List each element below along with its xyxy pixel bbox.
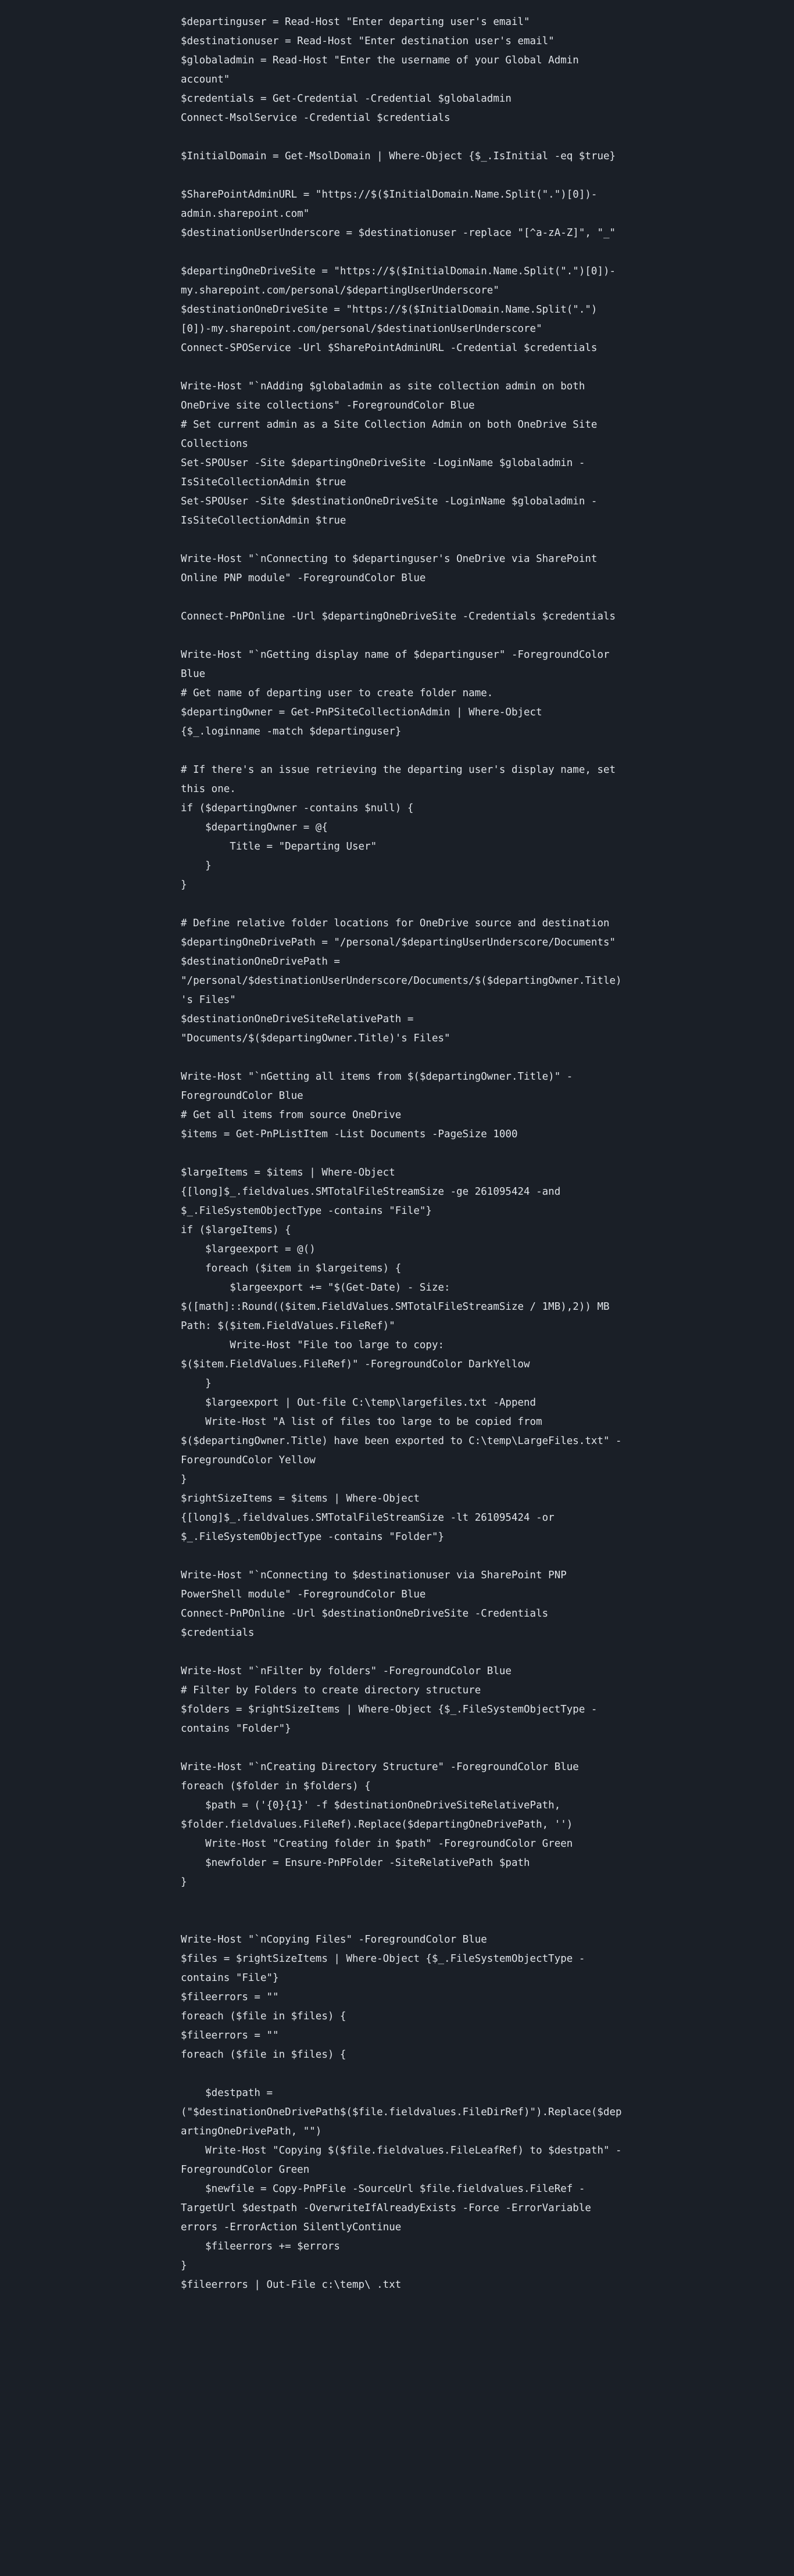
code-line: {$_.loginname -match $departinguser} — [181, 726, 402, 737]
code-line: $($departingOwner.Title) have been exported to C:\temp\LargeFiles.txt" - — [181, 1435, 622, 1447]
code-line: IsSiteCollectionAdmin $true — [181, 515, 346, 526]
code-line: foreach ($item in $largeitems) { — [181, 1263, 402, 1274]
code-line: $departingOwner = @{ — [181, 822, 328, 833]
code-line: this one. — [181, 783, 236, 795]
code-line: $destinationOneDriveSiteRelativePath = — [181, 1013, 414, 1025]
code-line: OneDrive site collections" -ForegroundColor Blue — [181, 400, 475, 411]
code-line: Connect-PnPOnline -Url $destinationOneDriveSite -Credentials — [181, 1608, 549, 1620]
powershell-code-block — [181, 13, 623, 2295]
code-line: $departingOneDriveSite = "https://$($InitialDomain.Name.Split(".")[0])- — [181, 266, 616, 277]
code-line: # Set current admin as a Site Collection Admin on both OneDrive Site — [181, 419, 598, 431]
code-line: if ($largeItems) { — [181, 1224, 291, 1236]
code-line: $fileerrors += $errors — [181, 2241, 340, 2252]
code-line — [181, 531, 623, 550]
code-line: Write-Host "Creating folder in $path" -ForegroundColor Green — [181, 1838, 573, 1850]
code-line: } — [181, 879, 187, 891]
code-line: Connect-SPOService -Url $SharePointAdminURL -Credential $credentials — [181, 342, 598, 354]
code-line: # Define relative folder locations for OneDrive source and destination — [181, 918, 610, 929]
code-line: $departingOwner = Get-PnPSiteCollectionAdmin | Where-Object — [181, 707, 542, 718]
code-line — [181, 1892, 623, 1911]
code-line: $InitialDomain = Get-MsolDomain | Where-Object {$_.IsInitial -eq $true} — [181, 151, 616, 162]
code-line: TargetUrl $destpath -OverwriteIfAlreadyExists -Force -ErrorVariable — [181, 2202, 591, 2214]
code-line: foreach ($file in $files) { — [181, 2049, 346, 2061]
code-line: IsSiteCollectionAdmin $true — [181, 476, 346, 488]
code-line: $fileerrors | Out-File c:\temp\ .txt — [181, 2279, 402, 2291]
code-line: Set-SPOUser -Site $destinationOneDriveSite -LoginName $globaladmin - — [181, 496, 598, 507]
code-line: # Filter by Folders to create directory structure — [181, 1685, 481, 1696]
code-line: $folder.fieldvalues.FileRef).Replace($departingOneDrivePath, '') — [181, 1819, 573, 1830]
code-line: Write-Host "`nGetting all items from $($departingOwner.Title)" - — [181, 1071, 573, 1083]
code-line: Write-Host "`nGetting display name of $departinguser" -ForegroundColor — [181, 649, 610, 661]
code-line — [181, 128, 623, 147]
code-line: $path = ('{0}{1}' -f $destinationOneDriveSiteRelativePath, — [181, 1800, 561, 1811]
code-line: Collections — [181, 438, 248, 450]
code-line: $files = $rightSizeItems | Where-Object {$_.FileSystemObjectType - — [181, 1953, 585, 1965]
code-line: # Get all items from source OneDrive — [181, 1109, 402, 1121]
code-line: $departingOneDrivePath = "/personal/$departingUserUnderscore/Documents" — [181, 937, 616, 948]
code-line: Write-Host "`nCreating Directory Structure" -ForegroundColor Blue — [181, 1761, 579, 1773]
code-line: Write-Host "`nConnecting to $destinationuser via SharePoint PNP — [181, 1570, 567, 1581]
code-line: $destpath = — [181, 2087, 273, 2099]
code-line: Write-Host "File too large to copy: — [181, 1339, 445, 1351]
code-line: $rightSizeItems = $items | Where-Object — [181, 1493, 420, 1504]
code-line: contains "Folder"} — [181, 1723, 291, 1735]
code-line: $_.FileSystemObjectType -contains "File"} — [181, 1205, 432, 1217]
code-line: ("$destinationOneDrivePath$($file.fieldvalues.FileDirRef)").Replace($dep — [181, 2106, 622, 2118]
code-line: "/personal/$destinationUserUnderscore/Documents/$($departingOwner.Title) — [181, 975, 622, 987]
code-line: Path: $($item.FieldValues.FileRef)" — [181, 1320, 395, 1332]
code-line: if ($departingOwner -contains $null) { — [181, 802, 414, 814]
code-line: ForegroundColor Yellow — [181, 1454, 316, 1466]
code-line: $destinationUserUnderscore = $destinationuser -replace "[^a-zA-Z]", "_" — [181, 227, 616, 239]
code-line: foreach ($folder in $folders) { — [181, 1780, 371, 1792]
code-line: } — [181, 2260, 187, 2272]
code-line — [181, 588, 623, 607]
code-line: } — [181, 1876, 187, 1888]
code-line — [181, 1144, 623, 1163]
code-line: account" — [181, 74, 230, 85]
code-line: $([math]::Round(($item.FieldValues.SMTotalFileStreamSize / 1MB),2)) MB — [181, 1301, 610, 1313]
code-line: errors -ErrorAction SilentlyContinue — [181, 2222, 402, 2233]
code-line: $newfolder = Ensure-PnPFolder -SiteRelativePath $path — [181, 1857, 530, 1869]
code-line: # Get name of departing user to create folder name. — [181, 687, 493, 699]
code-line: # If there's an issue retrieving the departing user's display name, set — [181, 764, 616, 776]
code-line: Set-SPOUser -Site $departingOneDriveSite -LoginName $globaladmin - — [181, 457, 585, 469]
code-line: [0])-my.sharepoint.com/personal/$destinationUserUnderscore" — [181, 323, 542, 335]
code-line: } — [181, 1378, 212, 1389]
code-line: contains "File"} — [181, 1972, 279, 1984]
code-line — [181, 2065, 623, 2084]
code-line — [181, 895, 623, 914]
code-line: ForegroundColor Green — [181, 2164, 310, 2176]
code-line: {[long]$_.fieldvalues.SMTotalFileStreamSize -ge 261095424 -and — [181, 1186, 561, 1198]
code-line: my.sharepoint.com/personal/$departingUserUnderscore" — [181, 285, 499, 296]
code-line: $folders = $rightSizeItems | Where-Object {$_.FileSystemObjectType - — [181, 1704, 598, 1715]
code-line — [181, 358, 623, 377]
code-line: $fileerrors = "" — [181, 1991, 279, 2003]
code-line: 's Files" — [181, 994, 236, 1006]
code-line: $largeexport += "$(Get-Date) - Size: — [181, 1282, 450, 1294]
code-line: $items = Get-PnPListItem -List Documents -PageSize 1000 — [181, 1128, 518, 1140]
code-line: admin.sharepoint.com" — [181, 208, 310, 220]
code-line: ForegroundColor Blue — [181, 1090, 303, 1102]
code-line: Write-Host "`nCopying Files" -ForegroundColor Blue — [181, 1934, 487, 1946]
code-line: $newfile = Copy-PnPFile -SourceUrl $file.fieldvalues.FileRef - — [181, 2183, 585, 2195]
code-line — [181, 1048, 623, 1067]
code-line: $SharePointAdminURL = "https://$($InitialDomain.Name.Split(".")[0])- — [181, 189, 598, 200]
code-line: $_.FileSystemObjectType -contains "Folder"} — [181, 1531, 445, 1543]
code-line: $largeexport = @() — [181, 1244, 316, 1255]
code-line: PowerShell module" -ForegroundColor Blue — [181, 1589, 426, 1600]
code-line: Write-Host "`nFilter by folders" -ForegroundColor Blue — [181, 1665, 512, 1677]
code-line: Online PNP module" -ForegroundColor Blue — [181, 572, 426, 584]
code-line: Connect-MsolService -Credential $credentials — [181, 112, 450, 124]
code-line: "Documents/$($departingOwner.Title)'s Files" — [181, 1033, 450, 1044]
code-line: $departinguser = Read-Host "Enter departing user's email" — [181, 16, 530, 28]
code-line: $destinationOneDrivePath = — [181, 956, 340, 968]
code-line: Write-Host "Copying $($file.fieldvalues.FileLeafRef) to $destpath" - — [181, 2145, 622, 2156]
code-line: Blue — [181, 668, 206, 680]
code-line: Title = "Departing User" — [181, 841, 377, 852]
code-line: $largeexport | Out-file C:\temp\largefiles.txt -Append — [181, 1397, 537, 1409]
code-line — [181, 243, 623, 262]
code-line: $globaladmin = Read-Host "Enter the username of your Global Admin — [181, 55, 579, 66]
code-line: Connect-PnPOnline -Url $departingOneDriveSite -Credentials $credentials — [181, 611, 616, 622]
code-line — [181, 626, 623, 646]
code-line: $credentials = Get-Credential -Credential $globaladmin — [181, 93, 512, 105]
code-line — [181, 166, 623, 185]
code-line: } — [181, 860, 212, 872]
code-line: } — [181, 1474, 187, 1485]
code-line — [181, 1547, 623, 1566]
code-line: $($item.FieldValues.FileRef)" -ForegroundColor DarkYellow — [181, 1359, 530, 1370]
code-line — [181, 1911, 623, 1930]
code-line: $largeItems = $items | Where-Object — [181, 1167, 395, 1178]
code-line: $credentials — [181, 1627, 255, 1639]
code-line: {[long]$_.fieldvalues.SMTotalFileStreamSize -lt 261095424 -or — [181, 1512, 555, 1524]
code-line — [181, 741, 623, 761]
code-line — [181, 1739, 623, 1758]
code-line: $destinationOneDriveSite = "https://$($InitialDomain.Name.Split(".") — [181, 304, 598, 316]
code-line: Write-Host "`nConnecting to $departinguser's OneDrive via SharePoint — [181, 553, 598, 565]
code-line: artingOneDrivePath, "") — [181, 2126, 322, 2137]
code-line: Write-Host "A list of files too large to be copied from — [181, 1416, 542, 1428]
code-line: Write-Host "`nAdding $globaladmin as site collection admin on both — [181, 381, 585, 392]
code-line: $destinationuser = Read-Host "Enter destination user's email" — [181, 35, 555, 47]
code-line: foreach ($file in $files) { — [181, 2011, 346, 2022]
code-line — [181, 1643, 623, 1662]
code-line: $fileerrors = "" — [181, 2030, 279, 2041]
